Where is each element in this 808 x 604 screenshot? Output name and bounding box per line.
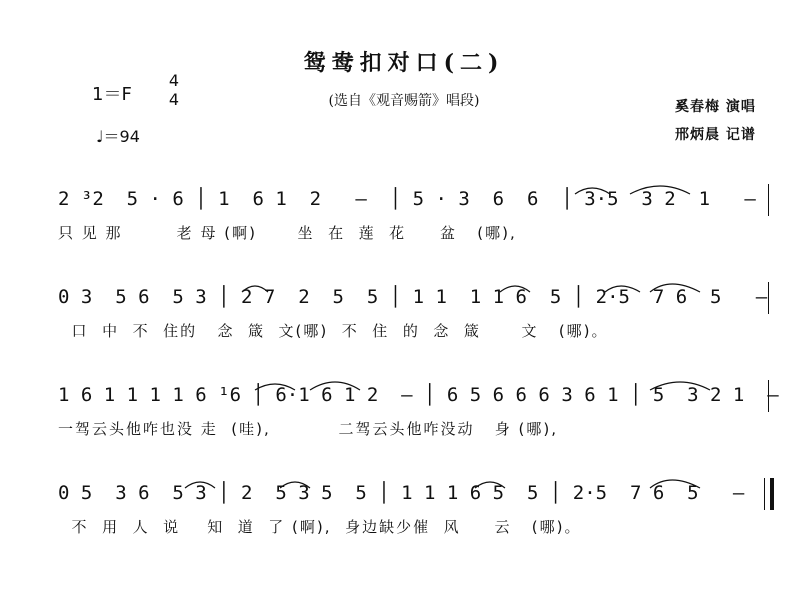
slur-marks	[0, 376, 808, 416]
score-line-4	[0, 474, 808, 566]
song-subtitle: (选自《观音赐箭》唱段)	[328, 93, 480, 109]
score-line-1	[0, 180, 808, 272]
tempo-marking	[96, 124, 140, 147]
lyrics-line-3: 一驾云头他咋也没 走 (哇), 二驾云头他咋没动 身 (哪),	[58, 420, 559, 438]
slur-marks	[0, 180, 808, 220]
score-line-2	[0, 278, 808, 370]
notation-line-1: 2 ³2 5 · 6 │ 1 6 1 2 – │ 5 · 3 6 6 │ 3·5 3 2 1 –	[58, 188, 756, 210]
time-signature	[166, 72, 182, 109]
song-title: 鸳鸯扣对口(二)	[303, 50, 505, 76]
singer-credit: 奚春梅 演唱	[675, 99, 756, 115]
slur-marks	[0, 474, 808, 514]
lyrics-line-1: 只 见 那 老 母 (啊) 坐 在 莲 花 盆 (哪),	[58, 224, 517, 242]
notation-line-3: 1 6 1 1 1 1 6 ¹6 │ 6·1 6 1 2 – │ 6 5 6 6 6 3 6 1 │ 5 3 2 1 –	[58, 384, 779, 406]
slur-marks	[0, 278, 808, 318]
meter-bottom: 4	[168, 90, 180, 109]
lyrics-line-2: 口 中 不 住的 念 箴 文(哪) 不 住 的 念 箴 文 (哪)。	[58, 322, 609, 340]
transcriber-credit: 邢炳晨 记谱	[675, 127, 756, 143]
key-signature: 1＝F	[92, 84, 132, 105]
notation-line-4: 0 5 3 6 5 3 │ 2 5 3 5 5 │ 1 1 1 6 5 5 │ 2·5 7 6 5 –	[58, 482, 745, 504]
quarter-note-icon: ♩	[96, 127, 104, 146]
lyrics-line-4: 不 用 人 说 知 道 了 (啊), 身边缺少催 风 云 (哪)。	[58, 518, 582, 536]
meter-top: 4	[168, 71, 180, 90]
tempo-value: ＝94	[103, 127, 140, 146]
score-line-3	[0, 376, 808, 468]
notation-line-2: 0 3 5 6 5 3 │ 2 7 2 5 5 │ 1 1 1 1 6 5 │ 2·5 7 6 5 –	[58, 286, 768, 308]
